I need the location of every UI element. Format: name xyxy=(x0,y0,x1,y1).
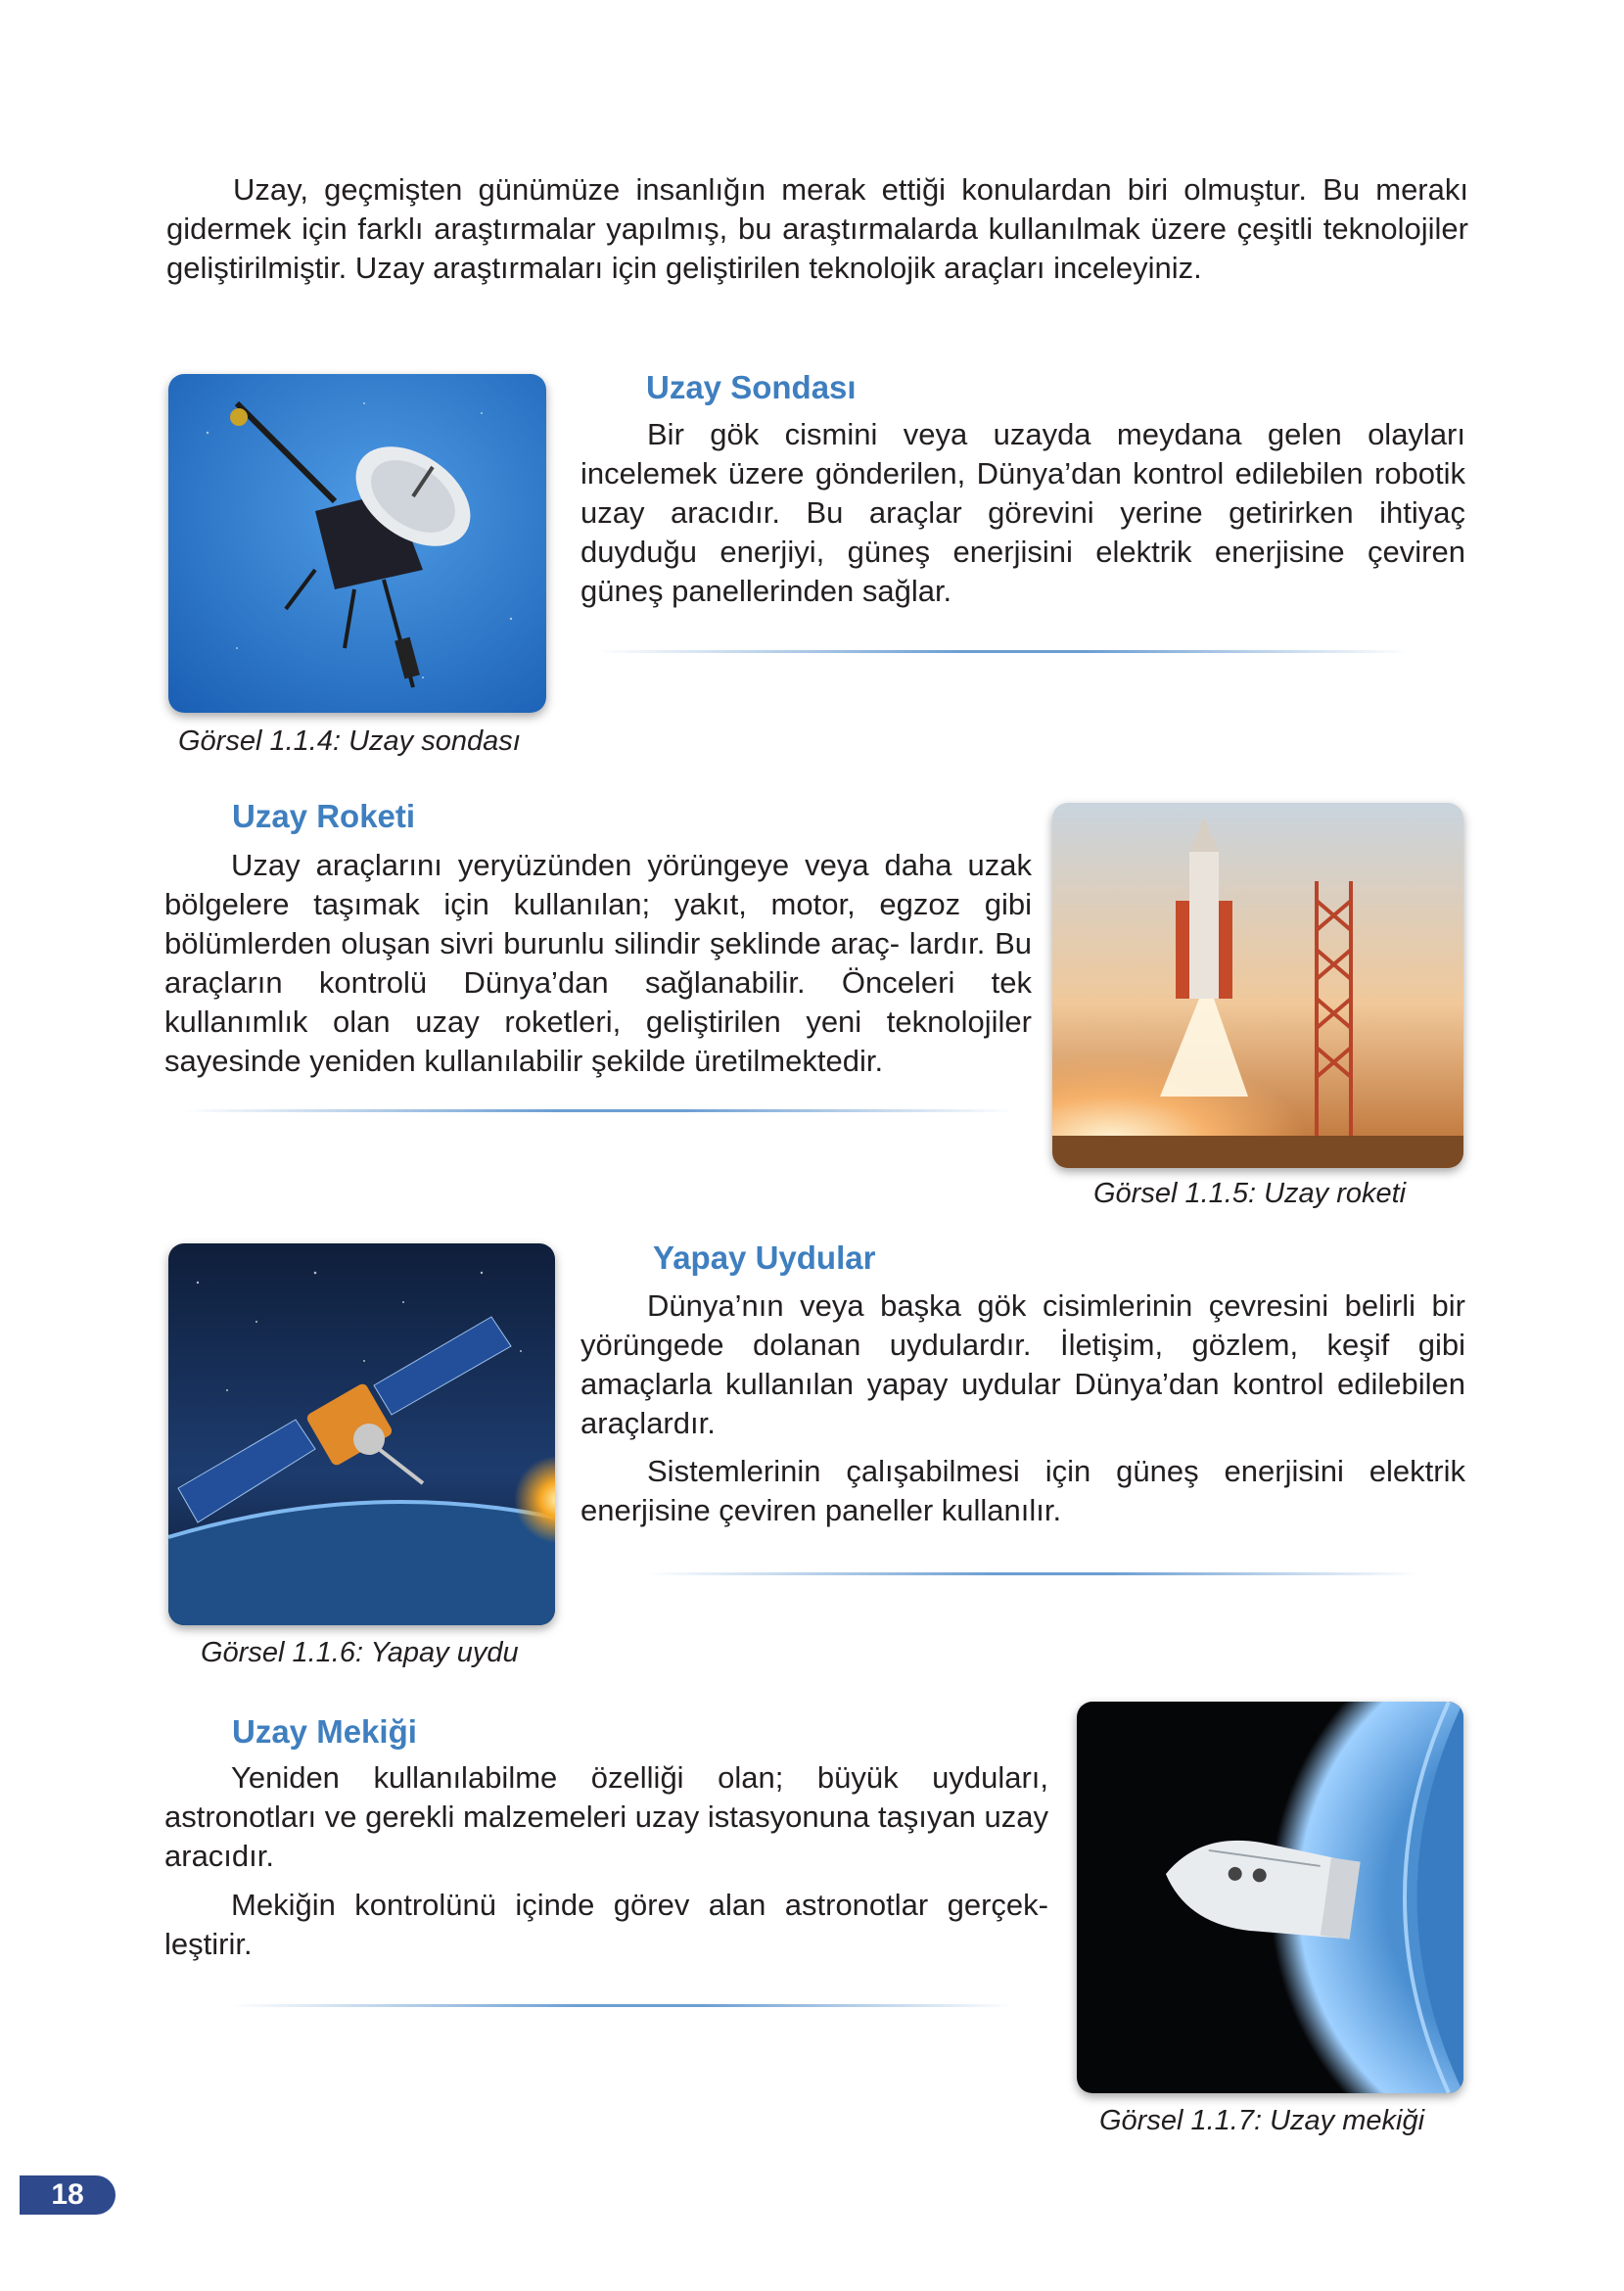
probe-title: Uzay Sondası xyxy=(646,369,857,405)
rocket-text: Uzay araçlarını yeryüzünden yörüngeye veya daha uzak bölgelere taşımak için kullanılan; yakıt, motor, egzoz gibi bölümlerden oluşan sivri burunlu silindir şeklinde araç- lardır. Bu araçların kontrolü Dünya’dan sağlanabilir. Önceleri tek kullanımlık olan uzay roketleri, geliştirilen yeni teknolojiler sayesinde yeniden kullanılabilir şekilde üretilmektedir. xyxy=(164,848,1032,1078)
satellite-caption: Görsel 1.1.6: Yapay uydu xyxy=(201,1637,519,1668)
shuttle-text-1: Yeniden kullanılabilme özelliği olan; büyük uyduları, astronotları ve gerekli malzemeleri uzay istasyonuna taşıyan uzay aracıdır. xyxy=(164,1760,1048,1873)
intro-paragraph: Uzay, geçmişten günümüze insanlığın merak ettiği konulardan biri olmuştur. Bu merakı gidermek için farklı araştırmalar yapılmış, bu araştırmalarda kullanılmak üzere çeşitli teknolojiler geliştirilmiştir. Uzay araştırmaları için geliştirilen teknolojik araçları inceleyiniz. xyxy=(166,172,1468,285)
rocket-divider xyxy=(181,1109,1013,1112)
space-capsule-photo xyxy=(1077,1702,1463,2093)
shuttle-title: Uzay Mekiği xyxy=(232,1713,417,1750)
shuttle-caption: Görsel 1.1.7: Uzay mekiği xyxy=(1099,2105,1425,2136)
shuttle-text-2: Mekiğin kontrolünü içinde görev alan astronotlar gerçek- leştirir. xyxy=(164,1888,1048,1961)
rocket-caption: Görsel 1.1.5: Uzay roketi xyxy=(1093,1178,1407,1209)
satellite-photo xyxy=(168,1243,555,1625)
probe-caption: Görsel 1.1.4: Uzay sondası xyxy=(178,725,521,757)
page-number-badge: 18 xyxy=(20,2175,116,2215)
satellite-divider xyxy=(646,1572,1419,1575)
space-probe-photo xyxy=(168,374,546,713)
satellite-text-1: Dünya’nın veya başka gök cisimlerinin çevresini belirli bir yörüngede dolanan uydulardır. İletişim, gözlem, keşif gibi amaçlarla kullanılan yapay uydular Dünya’dan kontrol edilebilen araçlardır. xyxy=(580,1288,1465,1440)
satellite-title: Yapay Uydular xyxy=(653,1239,876,1276)
rocket-launch-photo xyxy=(1052,803,1463,1168)
probe-text: Bir gök cismini veya uzayda meydana gelen olayları incelemek üzere gönderilen, Dünya’dan kontrol edilebilen robotik uzay aracıdır. Bu araçlar görevini yerine getirirken ihtiyaç duyduğu enerjiyi, güneş enerjisini elektrik enerjisine çeviren güneş panellerinden sağlar. xyxy=(580,417,1465,608)
shuttle-divider xyxy=(230,2004,1013,2007)
satellite-text-2: Sistemlerinin çalışabilmesi için güneş enerjisini elektrik enerjisine çeviren paneller kullanılır. xyxy=(580,1454,1465,1527)
rocket-title: Uzay Roketi xyxy=(232,798,416,834)
probe-divider xyxy=(597,650,1410,653)
